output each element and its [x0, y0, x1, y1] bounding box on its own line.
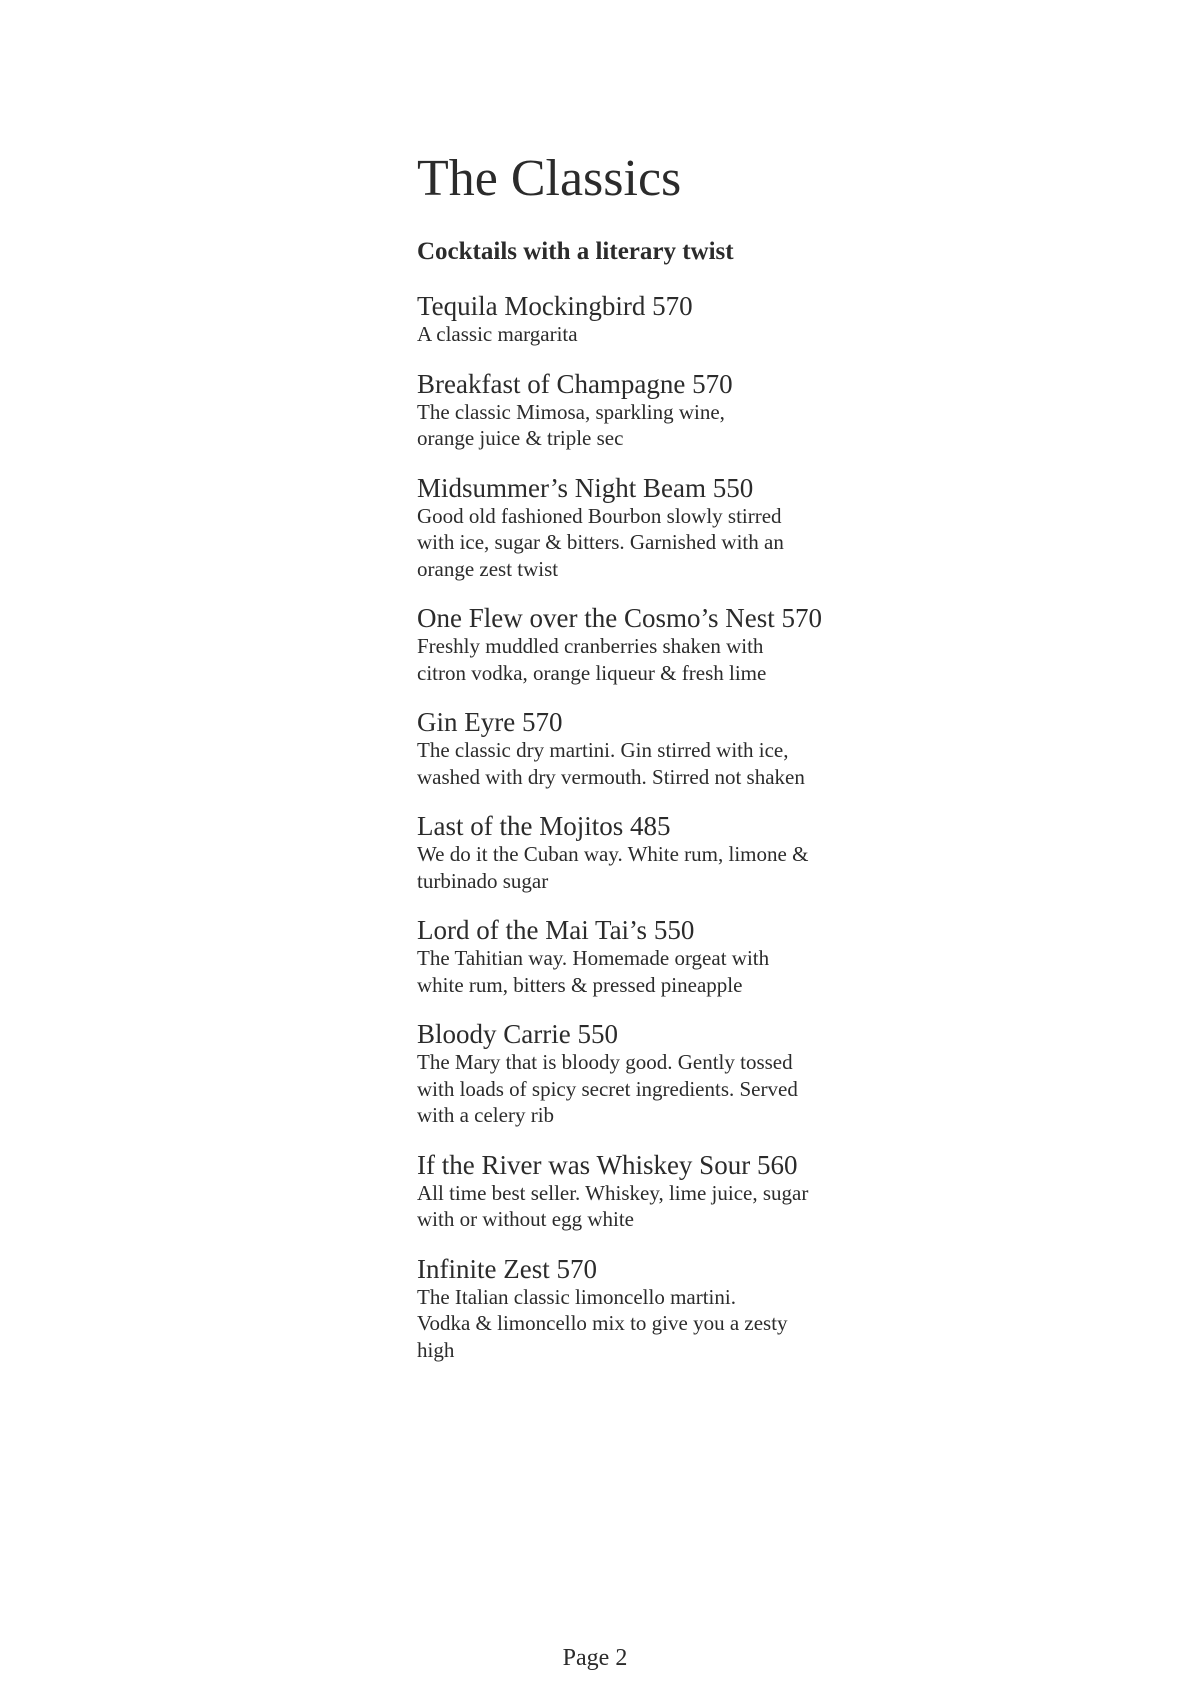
menu-item-heading [417, 1254, 897, 1284]
menu-item-name: If the River was Whiskey Sour [417, 1149, 751, 1180]
menu-item-name: Midsummer’s Night Beam [417, 472, 706, 503]
menu-item-description-line: with a celery rib [417, 1103, 555, 1128]
menu-item-description-line: citron vodka, orange liqueur & fresh lime [417, 660, 767, 685]
menu-item-description-line: washed with dry vermouth. Stirred not shaken [417, 764, 805, 789]
page-subtitle: Cocktails with a literary twist [417, 238, 734, 266]
menu-item-price: 550 [712, 472, 754, 503]
menu-item-description-line: with ice, sugar & bitters. Garnished with an [417, 530, 784, 555]
menu-item-description-line: Vodka & limoncello mix to give you a zesty [417, 1311, 788, 1336]
menu-item-name: Breakfast of Champagne [417, 368, 686, 399]
menu-item-description-line: The Mary that is bloody good. Gently tossed [417, 1050, 793, 1075]
menu-item-description-line: The Italian classic limoncello martini. [417, 1284, 736, 1309]
menu-item-heading [417, 1019, 897, 1049]
menu-item [417, 1019, 897, 1129]
menu-item-description-line: white rum, bitters & pressed pineapple [417, 972, 743, 997]
menu-item [417, 291, 897, 348]
menu-item-heading [417, 811, 897, 841]
menu-item-description-line: The classic dry martini. Gin stirred with ice, [417, 738, 789, 763]
menu-item-price: 485 [629, 811, 671, 842]
menu-item-description-line: All time best seller. Whiskey, lime juice, sugar [417, 1180, 809, 1205]
menu-item-price: 570 [652, 291, 693, 322]
menu-item-name: Tequila Mockingbird [417, 291, 646, 322]
page-footer [0, 1645, 1190, 1672]
menu-item-heading [417, 291, 897, 321]
menu-item-name: One Flew over the Cosmo’s Nest [417, 603, 775, 634]
menu-item-heading [417, 1150, 897, 1180]
menu-item-price: 570 [692, 368, 733, 399]
menu-item-description-line: The classic Mimosa, sparkling wine, [417, 399, 725, 424]
menu-item-price: 560 [756, 1149, 798, 1180]
menu-item-description-line: The Tahitian way. Homemade orgeat with [417, 946, 770, 971]
menu-item [417, 603, 897, 686]
menu-item-description-line: high [417, 1337, 455, 1362]
menu-item-description-line: turbinado sugar [417, 868, 549, 893]
page-title: The Classics [417, 150, 682, 207]
menu-item-heading [417, 707, 897, 737]
menu-item-name: Lord of the Mai Tai’s [417, 915, 648, 946]
menu-item-price: 550 [577, 1019, 618, 1050]
menu-item-description-line: with loads of spicy secret ingredients. Served [417, 1076, 798, 1101]
menu-item-description-line: orange juice & triple sec [417, 426, 624, 451]
menu-item-heading [417, 603, 897, 633]
menu-item-description-line: orange zest twist [417, 556, 559, 581]
menu-item-name: Bloody Carrie [417, 1019, 571, 1050]
menu-item-description-line: We do it the Cuban way. White rum, limone & [417, 842, 809, 867]
menu-item-name: Last of the Mojitos [417, 811, 624, 842]
menu-item-name: Infinite Zest [417, 1253, 550, 1284]
menu-item-heading [417, 473, 897, 503]
menu-item-name: Gin Eyre [417, 707, 516, 738]
menu-item-price: 550 [653, 915, 695, 946]
menu-item [417, 915, 897, 998]
menu-item-heading [417, 369, 897, 399]
menu-item [417, 707, 897, 790]
page-number: Page 2 [562, 1645, 628, 1671]
menu-item-description-line: with or without egg white [417, 1207, 634, 1232]
menu-item [417, 369, 897, 452]
menu-item [417, 811, 897, 894]
menu-item [417, 1150, 897, 1233]
menu-item-description-line: Good old fashioned Bourbon slowly stirred [417, 503, 782, 528]
menu-page [417, 150, 897, 1384]
menu-item-price: 570 [521, 707, 563, 738]
menu-item-heading [417, 915, 897, 945]
menu-item [417, 1254, 897, 1364]
menu-item-list [417, 291, 897, 1363]
menu-item-price: 570 [556, 1253, 597, 1284]
menu-item-description-line: A classic margarita [417, 322, 578, 347]
menu-item-price: 570 [781, 603, 822, 634]
menu-item [417, 473, 897, 583]
menu-item-description-line: Freshly muddled cranberries shaken with [417, 634, 764, 659]
